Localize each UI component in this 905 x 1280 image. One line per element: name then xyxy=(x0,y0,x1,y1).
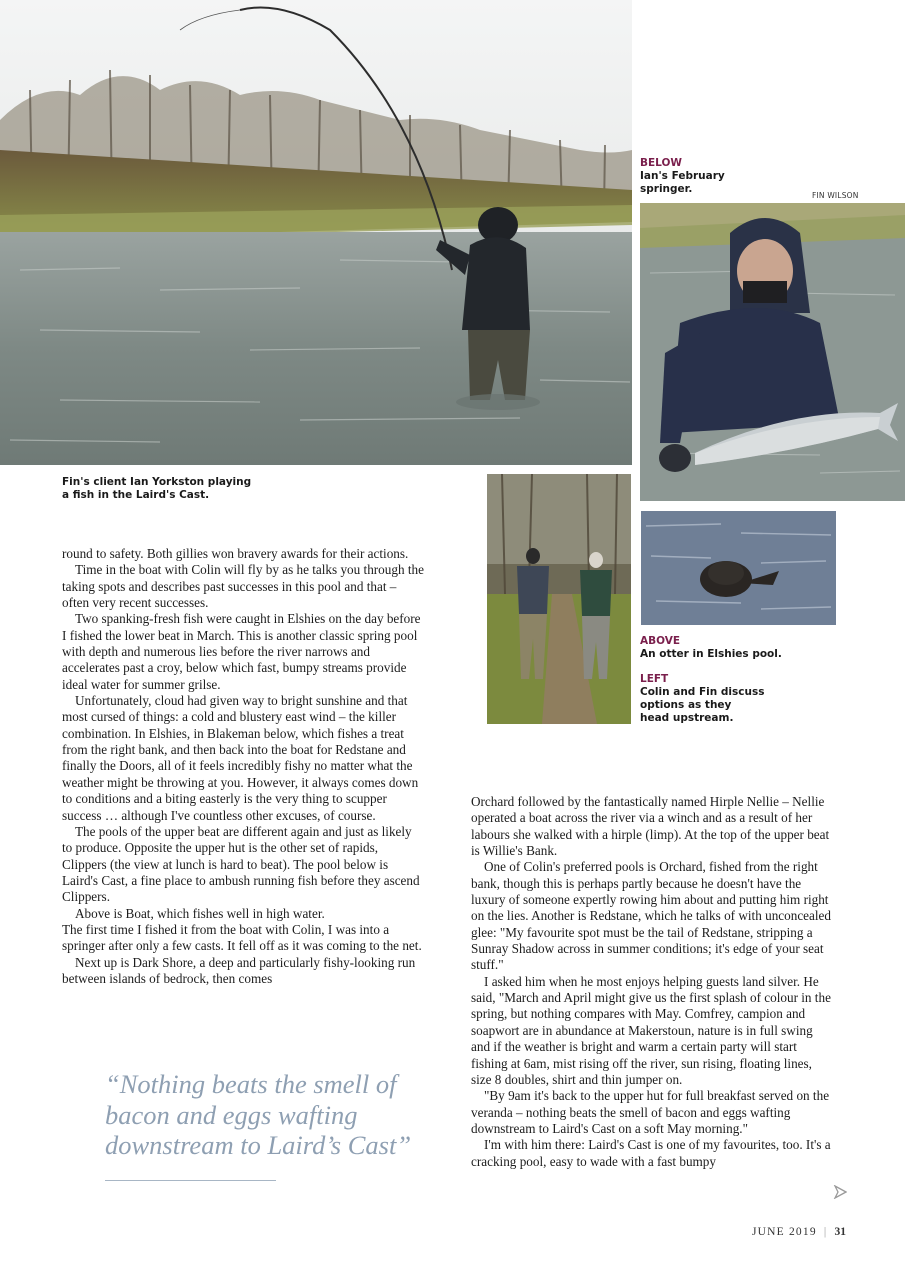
issue-date: JUNE 2019 xyxy=(752,1226,817,1238)
pull-quote: “Nothing beats the smell of bacon and eggs wafting downstream to Laird’s Cast” xyxy=(105,1069,412,1160)
body-column-left xyxy=(62,546,424,987)
below-caption xyxy=(640,157,800,196)
paragraph: round to safety. Both gillies won bravery awards for their actions. xyxy=(62,546,409,561)
angler-in-river-image xyxy=(0,0,632,465)
paragraph: Orchard followed by the fantastically named Hirple Nellie – Nellie operated a boat across the river via a winch and as a result of her labours she walked with a hirple (limp). At the top of the upper beat is Willie's Bank. xyxy=(471,794,830,859)
page-number: 31 xyxy=(834,1226,846,1238)
paragraph: Two spanking-fresh fish were caught in Elshies on the day before I fished the lower beat in March. This is another classic spring pool with depth and numerous lies before the river narrows and accelerates past a croy, below which fast, bumpy streams provide ideal water for summer grilse. xyxy=(62,611,421,692)
below-caption-label: BELOW xyxy=(640,157,682,169)
paragraph: I asked him when he most enjoys helping guests land silver. He said, "March and April might give us the first splash of colour in the spring, but nothing compares with May. Comfrey, campion and soapwort are in abundance at Makerstoun, nature is in full swing and if the weather is bright and warm a certain party will start fishing at 6am, mist rising off the river, sun rising, floating lines, size 8 doubles, shirt and thin jumper on. xyxy=(471,973,831,1087)
photo-credit: FIN WILSON xyxy=(812,191,859,200)
above-caption-line1: An otter in Elshies pool. xyxy=(640,648,782,660)
paragraph: The first time I fished it from the boat with Colin, I was into a springer after only a few casts. It fell off as it was coming to the net. xyxy=(62,921,422,954)
paragraph: Next up is Dark Shore, a deep and particularly fishy-looking run between islands of bedrock, then comes xyxy=(62,954,416,986)
main-caption-line2: a fish in the Laird's Cast. xyxy=(62,489,210,501)
paragraph: Unfortunately, cloud had given way to bright sunshine and that most cursed of things: a cold and blustery east wind – the killer combination. In Elshies, in Blakeman below, which fishes a treat from the right bank, and then back into the boat for Redstane and finally the Doors, all of it feels incredibly fishy no matter what the weather might be throwing at you. However, it always comes down to conditions and a biting easterly is the very thing to scupper success … although I've countless other excuses, of course. xyxy=(62,693,419,823)
left-caption-line1: Colin and Fin discuss xyxy=(640,686,765,698)
otter-image xyxy=(641,511,836,625)
paragraph: "By 9am it's back to the upper hut for full breakfast served on the veranda – nothing beats the smell of bacon and eggs wafting downstream to Laird's Cast on a soft May morning." xyxy=(471,1088,830,1136)
paragraph: I'm with him there: Laird's Cast is one of my favourites, too. It's a cracking pool, easy to wade with a fast bumpy xyxy=(471,1137,831,1169)
main-photo-caption xyxy=(62,476,302,502)
left-caption xyxy=(640,673,840,725)
main-photo xyxy=(0,0,632,465)
two-men-walking-image xyxy=(487,474,631,724)
salmon-catch-image xyxy=(640,203,905,501)
below-caption-line2: springer. xyxy=(640,183,693,195)
paragraph: One of Colin's preferred pools is Orchard, fished from the right bank, though this is perhaps partly because he doesn't have the luxury of someone expertly rowing him about and putting him right on the lies. Another is Redstane, which he talks of with unconcealed glee: "My favourite spot must be the tail of Redstane, stripping a Sunray Shadow across in summer conditions; it's edge of your seat stuff." xyxy=(471,859,832,973)
left-caption-line2: options as they xyxy=(640,699,732,711)
above-caption xyxy=(640,635,840,661)
above-caption-label: ABOVE xyxy=(640,635,681,647)
below-caption-line1: Ian's February xyxy=(640,170,725,182)
pull-quote-rule xyxy=(105,1180,276,1181)
otter-photo xyxy=(641,511,836,625)
body-column-right xyxy=(471,794,833,1170)
paragraph: Above is Boat, which fishes well in high water. xyxy=(75,905,325,921)
main-caption-line1: Fin's client Ian Yorkston playing xyxy=(62,476,252,488)
left-caption-line3: head upstream. xyxy=(640,712,734,724)
springer-photo xyxy=(640,203,905,501)
left-caption-label: LEFT xyxy=(640,673,669,685)
paragraph: Time in the boat with Colin will fly by as he talks you through the taking spots and describes past successes in this pool and that – often very recent successes. xyxy=(62,562,424,611)
continue-arrow-icon xyxy=(833,1184,847,1198)
paragraph: The pools of the upper beat are different again and just as likely to produce. Opposite the upper hut is the other set of rapids, Clippers (the view at lunch is hard to beat). The pool below is Laird's Cast, a fine place to ambush running fish before they ascend Clippers. xyxy=(62,823,420,905)
walkers-photo xyxy=(487,474,631,724)
footer-separator: | xyxy=(823,1226,828,1238)
page-footer xyxy=(752,1226,846,1238)
